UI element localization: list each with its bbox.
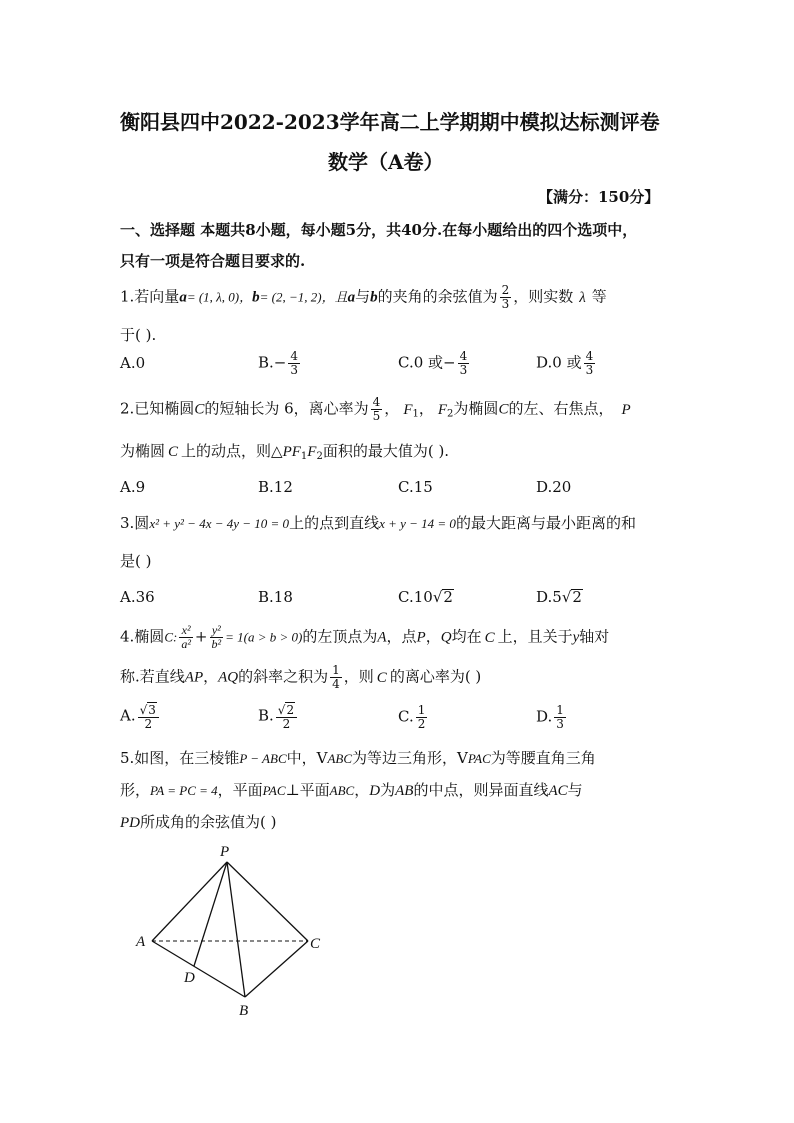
q2-option-c: C.15: [398, 478, 433, 496]
question-2-line2: 为椭圆 C 上的动点，则$\triangle PF_1F_2$面积的最大值为( ).: [120, 442, 450, 462]
question-2-line1: 2.已知椭圆C的短轴长为 6，离心率为 $\frac{4}{5}$ ， $F_1$， $F_2$为椭圆C的左、右焦点， P: [120, 395, 631, 423]
edge-pb: [227, 862, 245, 997]
section-heading-line1: 一、选择题 本题共8小题，每小题5分，共40分.在每小题给出的四个选项中，: [120, 221, 638, 239]
q2-option-b: B.12: [258, 478, 293, 496]
label-b: B: [239, 1003, 249, 1019]
full-score: 【满分：150分】: [538, 188, 660, 206]
q3-option-b: B.18: [258, 588, 293, 606]
question-5-line1: 5.如图，在三棱锥P − ABC中，VABC为等边三角形，VPAC为等腰直角三角: [120, 749, 596, 767]
q3-option-d: D.5√2: [536, 588, 582, 606]
edge-ab: [152, 941, 245, 997]
q3-option-c: C.10√2: [398, 588, 453, 606]
q1-option-b: B.− $\frac{4}{3}$: [258, 349, 298, 377]
section-heading-line2: 只有一项是符合题目要求的.: [120, 252, 306, 270]
question-3-line1: 3.圆x² + y² − 4x − 4y − 10 = 0上的点到直线x + y − 14 = 0的最大距离与最小距离的和: [120, 514, 636, 532]
question-4-line1: 4.椭圆C: $\frac{\text{x²}}{\text{a²}}$ + $\frac{\text{y²}}{\text{b²}}$ = 1(a > b > 0)的左顶点为A，点P，Q均在 C 上，且关于y轴对: [120, 623, 610, 651]
q2-option-d: D.20: [536, 478, 572, 496]
q1-option-c: C.0 或− $\frac{4}{3}$: [398, 349, 468, 377]
question-1-line1: 1.若向量a= (1, λ, 0)，b= (2, −1, 2)，且a与b的夹角的余弦值为 $\frac{2}{3}$ ，则实数 λ 等: [120, 283, 607, 311]
segment-pd: [194, 862, 227, 966]
question-3-line2: 是( ): [120, 552, 152, 570]
question-4-line2: 称.若直线AP，AQ的斜率之积为 $\frac{1}{4}$ ，则 C 的离心率为( ): [120, 663, 482, 691]
label-p: P: [220, 844, 230, 860]
edge-cb: [245, 941, 308, 997]
q1-option-d: D.0 或 $\frac{4}{3}$: [536, 349, 594, 377]
q2-option-a: A.9: [120, 478, 146, 496]
page-subtitle: 数学（A卷）: [328, 150, 444, 174]
edge-pc: [227, 862, 308, 941]
label-d: D: [184, 970, 195, 986]
q4-option-c: C. $\frac{1}{2}$: [398, 703, 426, 731]
q4-option-a: A. $\frac{√3}{2}$: [120, 702, 161, 731]
edge-pa: [152, 862, 227, 941]
page-title: 衡阳县四中2022-2023学年高二上学期期中模拟达标测评卷: [120, 110, 660, 134]
question-1-line2: 于( ).: [120, 326, 157, 344]
label-c: C: [310, 936, 321, 952]
label-a: A: [136, 934, 146, 950]
q1-option-a: A.0: [120, 354, 146, 372]
question-5-line3: PD所成角的余弦值为( ): [120, 813, 277, 831]
tetrahedron-figure: [120, 840, 340, 1025]
q3-option-a: A.36: [120, 588, 155, 606]
q4-option-d: D. $\frac{1}{3}$: [536, 703, 564, 731]
q4-option-b: B. $\frac{√2}{2}$: [258, 702, 299, 731]
question-5-line2: 形，PA = PC = 4，平面PAC⊥平面ABC，D为AB的中点，则异面直线AC与: [120, 781, 583, 799]
